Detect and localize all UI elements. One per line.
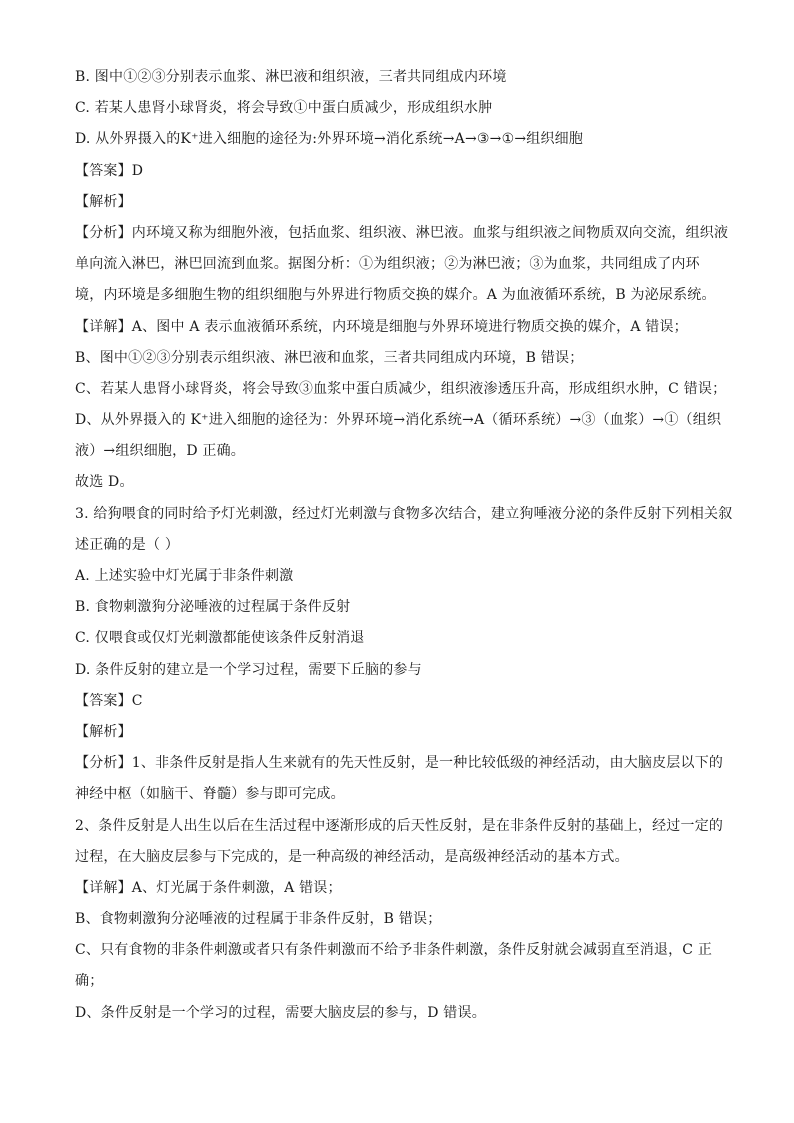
q3-detail-text-line: 【详解】A、灯光属于条件刺激，A 错误；	[75, 879, 342, 896]
analysis-heading: 【解析】	[75, 193, 132, 210]
option-c-line: C. 若某人患肾小球肾炎，将会导致①中蛋白质减少，形成组织水肿	[75, 100, 493, 117]
q3-analysis-text-line: 【分析】1、非条件反射是指人生来就有的先天性反射，是一种比较低级的神经活动，由大脑皮层以下的	[75, 755, 724, 772]
q3-analysis-text-line: 2、条件反射是人出生以后在生活过程中逐渐形成的后天性反射，是在非条件反射的基础上，经过一定的	[75, 817, 724, 834]
answer-line: 【答案】D	[75, 162, 144, 179]
detail-text-line: 液）→组织细胞，D 正确。	[75, 443, 246, 460]
q3-detail-text-line: C、只有食物的非条件刺激或者只有条件刺激而不给予非条件刺激，条件反射就会减弱直至消退，C 正	[75, 942, 713, 959]
q3-option-a: A. 上述实验中灯光属于非条件刺激	[75, 568, 294, 584]
q3-option-d: D. 条件反射的建立是一个学习过程，需要下丘脑的参与	[75, 661, 422, 678]
document-page	[75, 62, 733, 1029]
analysis-text-line: 境，内环境是多细胞生物的组织细胞与外界进行物质交换的媒介。A 为血液循环系统，B 为泌尿系统。	[75, 287, 716, 304]
q3-detail-text-line: D、条件反射是一个学习的过程，需要大脑皮层的参与，D 错误。	[75, 1004, 486, 1021]
q3-analysis-heading: 【解析】	[75, 723, 132, 740]
question-3-line: 3. 给狗喂食的同时给予灯光刺激，经过灯光刺激与食物多次结合，建立狗唾液分泌的条件反射下列相关叙	[75, 505, 733, 522]
q3-analysis-text-line: 过程，在大脑皮层参与下完成的，是一种高级的神经活动，是高级神经活动的基本方式。	[75, 848, 629, 865]
q3-analysis-text-line: 神经中枢（如脑干、脊髓）参与即可完成。	[75, 786, 345, 803]
detail-text-line: 【详解】A、图中 A 表示血液循环系统，内环境是细胞与外界环境进行物质交换的媒介，A 错误；	[75, 318, 688, 335]
detail-text-line: B、图中①②③分别表示组织液、淋巴液和血浆，三者共同组成内环境，B 错误；	[75, 349, 584, 366]
detail-text-line: D、从外界摄入的 K⁺进入细胞的途径为：外界环境→消化系统→A（循环系统）→③（血浆）→①（组织	[75, 412, 722, 429]
analysis-text-line: 【分析】内环境又称为细胞外液，包括血浆、组织液、淋巴液。血浆与组织液之间物质双向交流，组织液	[75, 224, 729, 241]
q3-detail-text-line: 确；	[75, 973, 104, 990]
q3-option-c: C. 仅喂食或仅灯光刺激都能使该条件反射消退	[75, 630, 365, 647]
analysis-text-line: 单向流入淋巴，淋巴回流到血浆。据图分析：①为组织液；②为淋巴液；③为血浆，共同组成了内环	[75, 256, 700, 273]
option-d-line: D. 从外界摄入的K⁺进入细胞的途径为:外界环境→消化系统→A→③→①→组织细胞	[75, 131, 584, 148]
q3-option-b: B. 食物刺激狗分泌唾液的过程属于条件反射	[75, 599, 351, 616]
question-3-line: 述正确的是（ ）	[75, 536, 180, 553]
q3-answer-line: 【答案】C	[75, 692, 143, 709]
q3-detail-text-line: B、食物刺激狗分泌唾液的过程属于非条件反射，B 错误；	[75, 911, 442, 928]
choice-line: 故选 D。	[75, 474, 134, 491]
option-b-line: B. 图中①②③分别表示血浆、淋巴液和组织液，三者共同组成内环境	[75, 69, 507, 85]
detail-text-line: C、若某人患肾小球肾炎，将会导致③血浆中蛋白质减少，组织液渗透压升高，形成组织水肿，C 错误；	[75, 380, 727, 397]
